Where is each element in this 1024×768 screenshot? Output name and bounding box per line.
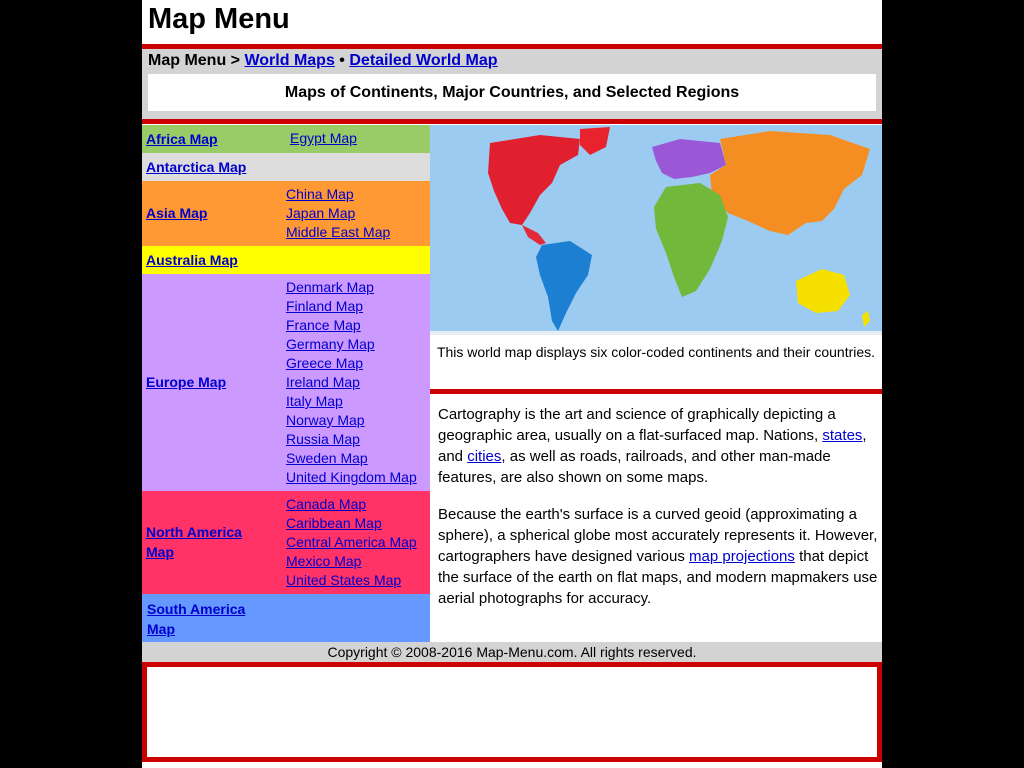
central-america-shape (522, 225, 546, 245)
russia-map-link[interactable]: Russia Map (286, 431, 360, 447)
nav-row-north-america (142, 491, 430, 594)
middle-east-map-link[interactable]: Middle East Map (286, 224, 391, 240)
cities-link[interactable]: cities (467, 448, 502, 465)
greece-map-link[interactable]: Greece Map (286, 355, 364, 371)
breadcrumb-separator: > (230, 52, 241, 69)
greenland-shape (580, 127, 610, 155)
description (438, 404, 878, 625)
description-text: that depict the surface of the earth on flat maps, and modern mapmakers use aerial photographs for accuracy. (438, 548, 878, 607)
canada-map-link[interactable]: Canada Map (286, 496, 367, 512)
copyright-footer: Copyright © 2008-2016 Map-Menu.com. All rights reserved. (142, 642, 882, 662)
page (142, 0, 882, 768)
south-america-label-line1: South America (147, 601, 246, 617)
france-map-link[interactable]: France Map (286, 317, 361, 333)
new-zealand-shape (862, 311, 870, 327)
north-america-label-line2: Map (146, 544, 174, 560)
nav-row-africa (142, 125, 430, 153)
united-states-map-link[interactable]: United States Map (286, 572, 402, 588)
breadcrumb-home: Map Menu (148, 52, 227, 69)
breadcrumb-bar (142, 49, 882, 119)
central-america-map-link[interactable]: Central America Map (286, 534, 417, 550)
japan-map-link[interactable]: Japan Map (286, 205, 356, 221)
antarctica-shape (430, 331, 882, 335)
world-map-image (430, 125, 882, 335)
africa-sublinks (290, 129, 357, 148)
germany-map-link[interactable]: Germany Map (286, 336, 375, 352)
norway-map-link[interactable]: Norway Map (286, 412, 365, 428)
caribbean-map-link[interactable]: Caribbean Map (286, 515, 382, 531)
south-america-label-line2: Map (147, 621, 175, 637)
breadcrumb (148, 52, 498, 70)
europe-map-link[interactable]: Europe Map (146, 374, 227, 390)
description-paragraph-2 (438, 504, 878, 609)
australia-map-link[interactable]: Australia Map (146, 252, 238, 268)
china-map-link[interactable]: China Map (286, 186, 354, 202)
map-caption: This world map displays six color-coded continents and their countries. (430, 336, 882, 389)
nav-row-asia (142, 181, 430, 246)
united-kingdom-map-link[interactable]: United Kingdom Map (286, 469, 417, 485)
north-america-sublinks (286, 495, 417, 590)
north-america-label-line1: North America (146, 524, 242, 540)
description-text: , as well as roads, railroads, and other man-made features, are also shown on some maps. (438, 448, 831, 486)
world-map-graphic (430, 125, 882, 335)
ad-banner-box (142, 662, 882, 762)
nav-row-south-america (142, 594, 430, 642)
finland-map-link[interactable]: Finland Map (286, 298, 364, 314)
breadcrumb-bullet: • (339, 52, 345, 69)
north-america-shape (488, 135, 580, 225)
africa-shape (654, 183, 728, 297)
description-text: Because the earth's surface is a curved geoid (approximating a sphere), a spherical globe most accurately represents it. However, cartographers have designed various (438, 506, 878, 565)
asia-shape (710, 131, 870, 235)
nav-divider (142, 119, 882, 124)
breadcrumb-detailed-world-map-link[interactable]: Detailed World Map (349, 52, 498, 69)
states-link[interactable]: states (822, 427, 863, 444)
africa-map-link[interactable]: Africa Map (146, 131, 218, 147)
europe-sublinks (286, 278, 417, 487)
egypt-map-link[interactable]: Egypt Map (290, 130, 357, 146)
south-america-shape (536, 241, 592, 331)
content-divider (430, 389, 882, 394)
ireland-map-link[interactable]: Ireland Map (286, 374, 360, 390)
australia-shape (796, 269, 850, 313)
description-text: Cartography is the art and science of graphically depicting a geographic area, usually on a flat-surfaced map. Nations, (438, 406, 836, 444)
nav-row-australia (142, 246, 430, 274)
description-paragraph-1 (438, 404, 878, 488)
map-projections-link[interactable]: map projections (689, 548, 795, 565)
south-america-map-link[interactable] (147, 599, 245, 639)
description-text: , and (438, 427, 867, 465)
sweden-map-link[interactable]: Sweden Map (286, 450, 368, 466)
site-title: Map Menu (148, 3, 290, 35)
north-america-map-link[interactable] (146, 522, 242, 562)
continent-nav (142, 125, 430, 642)
breadcrumb-world-maps-link[interactable]: World Maps (244, 52, 335, 69)
asia-sublinks (286, 185, 390, 242)
nav-row-europe (142, 274, 430, 491)
antarctica-map-link[interactable]: Antarctica Map (146, 159, 247, 175)
nav-row-antarctica (142, 153, 430, 181)
page-subtitle: Maps of Continents, Major Countries, and Selected Regions (148, 74, 876, 111)
denmark-map-link[interactable]: Denmark Map (286, 279, 374, 295)
asia-map-link[interactable]: Asia Map (146, 205, 208, 221)
italy-map-link[interactable]: Italy Map (286, 393, 343, 409)
mexico-map-link[interactable]: Mexico Map (286, 553, 362, 569)
